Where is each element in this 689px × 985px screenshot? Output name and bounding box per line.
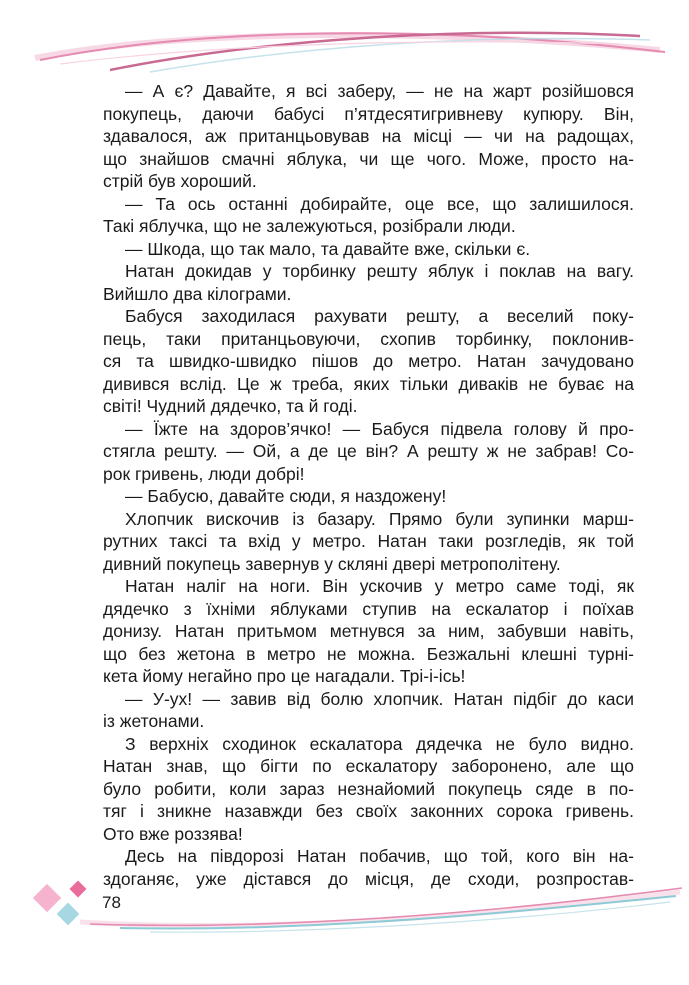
text-line: — Бабусю, давайте сюди, я наздожену! [125,486,447,506]
text-line: — У-ух! — завив від болю хлопчик. Натан підбіг до каси [125,688,634,709]
text-line: було робити, коли зараз незнайомий покупець сяде в по- [103,778,634,799]
text-line: Такі яблучка, що не залежуються, розібрали люди. [103,216,516,236]
text-line: — Та ось останні добирайте, оце все, що залишилося. [125,193,634,214]
text-line: рок гривень, люди добрі! [103,463,305,484]
text-line: дивний покупець завернув у скляні двері метрополітену. [103,553,561,574]
body-text [103,80,634,890]
text-line: рутних таксі та вхід у метро. Натан таки розгледів, як той [103,531,634,551]
text-line: — А є? Давайте, я всі заберу, — не на жарт розійшовся [125,81,634,101]
text-line: донизу. Натан притьмом метнувся за ним, забувши навіть, [103,621,634,641]
text-line: що без жетона в метро не можна. Безжальні клешні турні- [103,643,634,664]
page-number: 78 [102,893,121,912]
text-line: ся та швидко-швидко пішов до метро. Натан зачудовано [103,351,634,371]
text-line: що знайшов смачні яблука, чи ще чого. Може, просто на- [103,148,634,169]
text-line: тяг і зникне назавжди без своїх законних сорока гривень. [103,801,634,821]
text-line: Натан наліг на ноги. Він ускочив у метро саме тоді, як [125,576,634,596]
text-line: дядечко з їхніми яблуками ступив на ескалатор і поїхав [103,598,634,619]
text-line: пець, таки пританцьовуючи, схопив торбинку, поклонив- [103,328,634,349]
text-line: Натан знав, що бігти по ескалатору заборонено, але що [103,756,634,776]
text-line: стягла решту. — Ой, а де це він? А решту ж не забрав! Со- [103,441,634,461]
text-line: — Шкода, що так мало, та давайте вже, скільки є. [125,238,531,259]
text-line: Вийшло два кілограми. [103,283,292,304]
text-line: покупець, даючи бабусі п’ятдесятигривневу купюру. Він, [103,103,634,124]
text-line: кета йому негайно про це нагадали. Трі-і-ісь! [103,666,466,686]
text-line: Ото вже роззява! [103,823,243,844]
text-line: здоганяє, уже дістався до місця, де сходи, розпростав- [103,868,634,889]
text-line: — Їжте на здоров’ячко! — Бабуся підвела голову й про- [125,418,634,439]
text-line: Бабуся заходилася рахувати решту, а веселий поку- [125,306,634,326]
top-decorative-swoosh [0,0,689,90]
text-line: Натан докидав у торбинку решту яблук і поклав на вагу. [125,261,634,281]
text-line: З верхніх сходинок ескалатора дядечка не було видно. [125,733,634,754]
text-line: Десь на півдорозі Натан побачив, що той, кого він на- [125,846,634,866]
text-line: Хлопчик вискочив із базару. Прямо були зупинки марш- [125,508,634,529]
text-line: світі! Чудний дядечко, та й годі. [103,396,358,416]
text-line: стрій був хороший. [103,171,257,191]
text-line: здавалося, аж пританцьовував на місці — чи на радощах, [103,126,634,146]
text-line: із жетонами. [103,711,205,731]
text-line: дивився вслід. Це ж треба, яких тільки диваків не буває на [103,373,634,394]
